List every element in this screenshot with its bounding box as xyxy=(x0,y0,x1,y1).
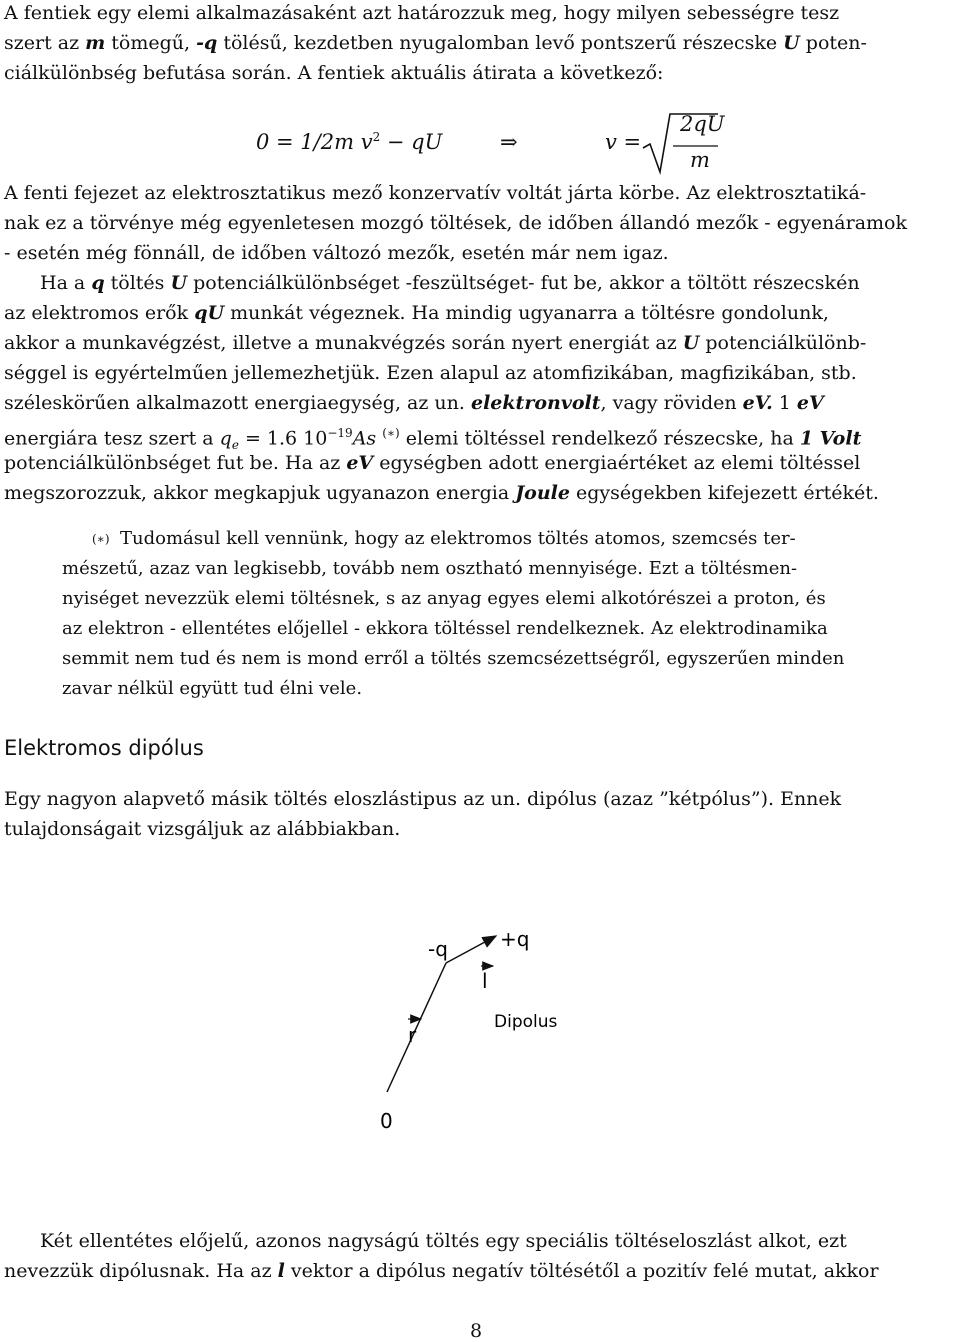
page-number: 8 xyxy=(470,1320,483,1342)
p2-line-1: A fenti fejezet az elektrosztatikus mező konzervatív voltát járta körbe. Az elektrosztatiká- xyxy=(4,182,867,204)
equation-right-lhs: v = xyxy=(605,130,642,154)
figure-caption: Dipolus xyxy=(494,1012,558,1032)
equation-left: 0 = 1/2m $v^2$ − qU xyxy=(256,130,443,154)
p3-line-3: akkor a munkavégzést, illetve a munakvégzés során nyert energiát az U potenciálkülönb- xyxy=(4,332,867,354)
dipole-figure xyxy=(360,910,600,1130)
p4-line-2: tulajdonságait vizsgáljuk az alábbiakban. xyxy=(4,818,401,840)
footnote-line-4: az elektron - ellentétes előjellel - ekkora töltéssel rendelkeznek. Az elektrodinamika xyxy=(62,618,828,639)
footnote-line-3: nyiséget nevezzük elemi töltésnek, s az anyag egyes elemi alkotórészei a proton, és xyxy=(62,588,826,609)
p1-line-2: szert az m tömegű, -q tölésű, kezdetben nyugalomban levő pontszerű részecske U poten- xyxy=(4,32,867,54)
r-label: r xyxy=(408,1023,417,1047)
p3-line-5: széleskörűen alkalmazott energiaegység, az un. elektronvolt, vagy röviden eV. 1 eV xyxy=(4,392,824,414)
p5-line-2: nevezzük dipólusnak. Ha az l vektor a dipólus negatív töltésétől a pozitív felé mutat, akkor xyxy=(4,1260,879,1282)
implies-symbol: ⇒ xyxy=(500,130,518,154)
neg-charge-label: -q xyxy=(428,937,448,961)
p3-line-7: potenciálkülönbséget fut be. Ha az eV egységben adott energiaértéket az elemi töltéssel xyxy=(4,452,861,474)
r-vector xyxy=(387,963,446,1092)
p1-line-1: A fentiek egy elemi alkalmazásaként azt határozzuk meg, hogy milyen sebességre tesz xyxy=(4,2,840,24)
footnote-line-5: semmit nem tud és nem is mond erről a töltés szemcsézettségről, egyszerűen minden xyxy=(62,648,845,669)
l-vector xyxy=(446,936,496,963)
p5-line-1: Két ellentétes előjelű, azonos nagyságú töltés egy speciális töltéseloszlást alkot, ezt xyxy=(40,1230,847,1252)
p3-line-8: megszorozzuk, akkor megkapjuk ugyanazon energia Joule egységekben kifejezett értékét. xyxy=(4,482,879,504)
p3-line-2: az elektromos erők qU munkát végeznek. Ha mindig ugyanarra a töltésre gondolunk, xyxy=(4,302,829,324)
p3-line-6: energiára tesz szert a $q_e = 1.6$ $10^{-19}As$ (∗) elemi töltéssel rendelkező részecske, ha 1 Volt xyxy=(4,426,862,453)
p2-line-3: - esetén még fönnáll, de időben változó mezők, esetén már nem igaz. xyxy=(4,242,669,264)
p1-line-3: ciálkülönbség befutása során. A fentiek aktuális átirata a következő: xyxy=(4,62,664,84)
p3-line-4: séggel is egyértelműen jellemezhetjük. Ezen alapul az atomfizikában, magfizikában, stb. xyxy=(4,362,857,384)
footnote-line-6: zavar nélkül együtt tud élni vele. xyxy=(62,678,363,699)
footnote-line-2: mészetű, azaz van legkisebb, tovább nem osztható mennyisége. Ezt a töltésmen- xyxy=(62,558,798,579)
pos-charge-label: +q xyxy=(500,927,530,951)
fraction-denominator: m xyxy=(690,148,710,172)
origin-label: 0 xyxy=(380,1109,393,1130)
l-label: l xyxy=(482,969,488,993)
section-heading: Elektromos dipólus xyxy=(4,736,204,760)
p3-line-1: Ha a q töltés U potenciálkülönbséget -feszültséget- fut be, akkor a töltött részecskén xyxy=(40,272,860,294)
p4-line-1: Egy nagyon alapvető másik töltés eloszlástipus az un. dipólus (azaz ”kétpólus”). Ennek xyxy=(4,788,842,810)
footnote-line-1: Tudomásul kell vennünk, hogy az elektromos töltés atomos, szemcsés ter- xyxy=(120,528,796,549)
p2-line-2: nak ez a törvénye még egyenletesen mozgó töltések, de időben állandó mezők - egyenáramok xyxy=(4,212,907,234)
fraction-numerator: 2qU xyxy=(680,112,725,136)
footnote-marker: (∗) xyxy=(92,532,110,546)
